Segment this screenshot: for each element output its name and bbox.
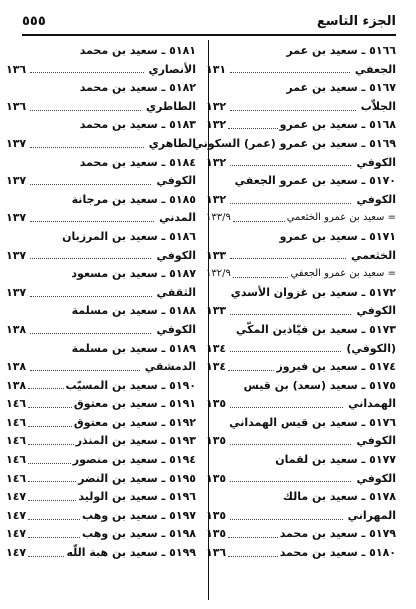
index-entry-continuation [206,154,396,173]
index-entry [6,414,196,433]
entry-name: ٥١٩٦ ـ سعيد بن الوليد [78,490,196,504]
index-entry: ٥١٧٢ ـ سعيد بن غزوان الأسدي [230,285,396,299]
entry-name: ٥١٩٣ ـ سعيد بن المنذر [75,434,196,448]
page-reference: ١٣٤ [206,341,227,355]
dot-leader [30,258,151,259]
entry-nisba: الهمداني [348,397,396,411]
index-entry: ٥١٨٤ ـ سعيد بن محمد [79,155,196,169]
entry-nisba: الكوفي [356,304,396,318]
dot-leader [30,296,151,297]
entry-nisba: الأنصاري [148,62,196,76]
page-reference: ١٣٦ [6,62,27,76]
page-reference: ١٣٨ [6,378,27,392]
dot-leader [230,165,351,166]
index-entry-continuation [206,302,396,321]
index-entry: ٥١٧٨ ـ سعيد بن مالك [282,490,396,504]
index-entry: ٥١٨٦ ـ سعيد بن المرزبان [62,229,196,243]
dot-leader [230,110,356,111]
index-entry: ٥١٧٦ ـ سعيد بن قيس الهمداني [229,415,396,429]
dot-leader [230,72,350,73]
entry-nisba: الكوفي [356,434,396,448]
page-reference: ١٣٥ [206,397,227,411]
page-reference: ١٣٥ [206,434,227,448]
page-reference: ١٣٣ [206,248,227,262]
page-reference: ١٣٣ [206,304,227,318]
index-entry: ٥١٦٧ ـ سعيد بن عمر [286,81,396,95]
index-entry: ٥١٧٣ ـ سعيد بن فيّاذين المكّي [236,322,396,336]
dot-leader [28,537,80,538]
dot-leader [30,72,143,73]
right-column [192,42,396,563]
page-reference: ١٣٦ [206,546,227,560]
dot-leader [230,314,351,315]
cross-reference-entry [206,209,396,228]
index-entry [206,544,396,563]
index-entry-continuation [6,98,196,117]
page-reference: ١٣٦ [6,99,27,113]
dot-leader [28,426,72,427]
index-entry-continuation [206,395,396,414]
dot-leader [230,519,342,520]
page-reference: ١٤٦ [6,397,27,411]
entry-name: ٥١٨٠ ـ سعيد بن محمد [279,546,396,560]
dot-leader [228,370,274,371]
index-entry [6,507,196,526]
entry-name: ٥١٧٤ ـ سعيد بن فيروز [276,360,396,374]
page-number: ٥٥٥ [22,14,46,29]
entry-nisba: الدمشقي [144,360,196,374]
index-entry: ٥١٨١ ـ سعيد بن محمد [79,44,196,57]
dot-leader [28,444,74,445]
index-entry: ٥١٧٥ ـ سعيد (سعد) بن قيس [243,378,396,392]
left-column [6,42,196,563]
index-entry-continuation [206,98,396,117]
entry-name: ٥١٩٢ ـ سعيد بن معتوق [73,415,196,429]
dot-leader [233,221,285,222]
page-reference: ١٣٢ [206,99,227,113]
index-entry [6,525,196,544]
page-reference: ١٣١ [206,62,227,76]
dot-leader [230,481,351,482]
page-reference: ١٤٦ [6,471,27,485]
dot-leader [28,463,71,464]
index-entry-continuation [206,191,396,210]
header-rule [22,34,396,36]
index-entry-continuation [206,247,396,266]
index-entry-continuation [206,61,396,80]
entry-nisba: الجلاّب [360,99,396,113]
page-reference: ١٣٢ [206,192,227,206]
page-reference: ١٣٧ [6,174,27,188]
entry-name: = سعيد بن عمرو الخثعمي [286,212,396,224]
entry-nisba: الثقفي [156,285,196,299]
entry-nisba: المهراني [347,508,396,522]
entry-nisba: الجعفي [354,62,396,76]
index-entry: ٥١٦٩ ـ سعيد بن عمرو (عمر) السكوني [192,136,396,150]
page-reference: ١٣٣/٩ [206,212,231,224]
dot-leader [230,407,343,408]
volume-title: الجزء التاسع [316,14,396,29]
entry-nisba: المدني [159,211,196,225]
dot-leader [28,519,80,520]
dot-leader [28,500,76,501]
index-entry-continuation [206,432,396,451]
entry-name: ٥١٩٨ ـ سعيد بن وهب [82,527,196,541]
index-entry [6,470,196,489]
index-entry [6,432,196,451]
dot-leader [230,444,351,445]
index-entry-continuation [6,284,196,303]
page-reference: ١٤٦ [6,453,27,467]
page-reference: ١٣٥ [206,508,227,522]
entry-nisba: الطاهري [148,136,196,150]
index-entry: ٥١٦٦ ـ سعيد بن عمر [286,44,396,57]
index-entry [206,358,396,377]
page-reference: ١٣٤ [206,360,227,374]
page-reference: ١٤٧ [6,508,27,522]
entry-nisba: الكوفي [156,322,196,336]
dot-leader [30,333,151,334]
dot-leader [30,184,151,185]
dot-leader [230,258,346,259]
dot-leader [30,147,144,148]
dot-leader [228,537,278,538]
entry-name: ٥١٦٨ ـ سعيد بن عمرو [279,118,396,132]
index-entry [6,451,196,470]
index-entry: ٥١٨٣ ـ سعيد بن محمد [79,118,196,132]
page-reference: ١٣٥ [206,527,227,541]
entry-name: ٥١٩٠ ـ سعيد بن المسيّب [65,378,196,392]
index-entry [6,544,196,563]
index-entry-continuation [6,358,196,377]
index-entry-continuation [206,507,396,526]
index-entry: ٥١٧٧ ـ سعيد بن لقمان [275,453,396,467]
page-reference: ١٣٧ [6,285,27,299]
entry-nisba: الكوفي [356,471,396,485]
page-reference: ١٣٧ [6,248,27,262]
dot-leader [228,556,278,557]
page-header [22,12,396,36]
entry-name: ٥١٩١ ـ سعيد بن معتوق [73,397,196,411]
page-reference: ١٤٦ [6,434,27,448]
index-entry [206,525,396,544]
entry-name: ٥١٩٥ ـ سعيد بن النضر [78,471,196,485]
index-entry-continuation [6,321,196,340]
index-entry: ٥١٨٨ ـ سعيد بن مسلمة [71,304,196,318]
entry-name: = سعيد بن عمرو الجعفي [290,268,396,280]
entry-name: ٥١٧٩ ـ سعيد بن محمد [279,527,396,541]
page-reference: ١٣٥ [206,471,227,485]
page-reference: ١٤٧ [6,527,27,541]
dot-leader [28,388,63,389]
entry-nisba: الكوفي [356,155,396,169]
index-entry: ٥١٨٧ ـ سعيد بن مسعود [71,267,196,281]
index-entry [206,116,396,135]
page-reference: ١٣٢ [206,118,227,132]
dot-leader [28,481,76,482]
entry-nisba: الكوفي [156,248,196,262]
index-entry: ٥١٧١ ـ سعيد بن عمرو [279,229,396,243]
dot-leader [230,351,341,352]
dot-leader [230,203,351,204]
index-entry-continuation [6,247,196,266]
dot-leader [30,370,140,371]
cross-reference-entry [206,265,396,284]
index-entry-continuation [206,470,396,489]
index-entry-continuation [6,172,196,191]
entry-name: ٥١٩٧ ـ سعيد بن وهب [82,508,196,522]
dot-leader [28,407,72,408]
page-reference: ١٣٢ [206,155,227,169]
index-entry-continuation [206,340,396,359]
page-reference: ١٣٢/٩ [206,268,231,280]
index-entry: ٥١٨٢ ـ سعيد بن محمد [79,81,196,95]
index-entry [6,377,196,396]
entry-name: ٥١٩٩ ـ سعيد بن هبة اللّه [66,546,196,560]
page-reference: ١٤٦ [6,415,27,429]
dot-leader [28,556,64,557]
entry-nisba: (الكوفي) [346,341,396,355]
page-reference: ١٣٨ [6,322,27,336]
page-reference: ١٤٧ [6,490,27,504]
dot-leader [228,128,277,129]
dot-leader [30,110,141,111]
page-reference: ١٣٧ [6,211,27,225]
column-divider [208,40,209,600]
entry-nisba: الكوفي [356,192,396,206]
index-entry-continuation [6,61,196,80]
page-reference: ١٣٨ [6,360,27,374]
dot-leader [30,221,154,222]
entry-nisba: الخثعمي [350,248,396,262]
entry-nisba: الطاطري [145,99,196,113]
entry-name: ٥١٩٤ ـ سعيد بن منصور [72,453,196,467]
index-entry: ٥١٨٥ ـ سعيد بن مرجانة [71,192,196,206]
page-reference: ١٤٧ [6,546,27,560]
index-entry-continuation [6,209,196,228]
dot-leader [233,277,289,278]
index-entry-continuation [6,135,196,154]
index-entry: ٥١٧٠ ـ سعيد بن عمرو الجعفي [234,174,396,188]
index-entry: ٥١٨٩ ـ سعيد بن مسلمة [71,341,196,355]
page-reference: ١٣٧ [6,136,27,150]
index-entry [6,488,196,507]
index-entry [6,395,196,414]
entry-nisba: الكوفي [156,174,196,188]
